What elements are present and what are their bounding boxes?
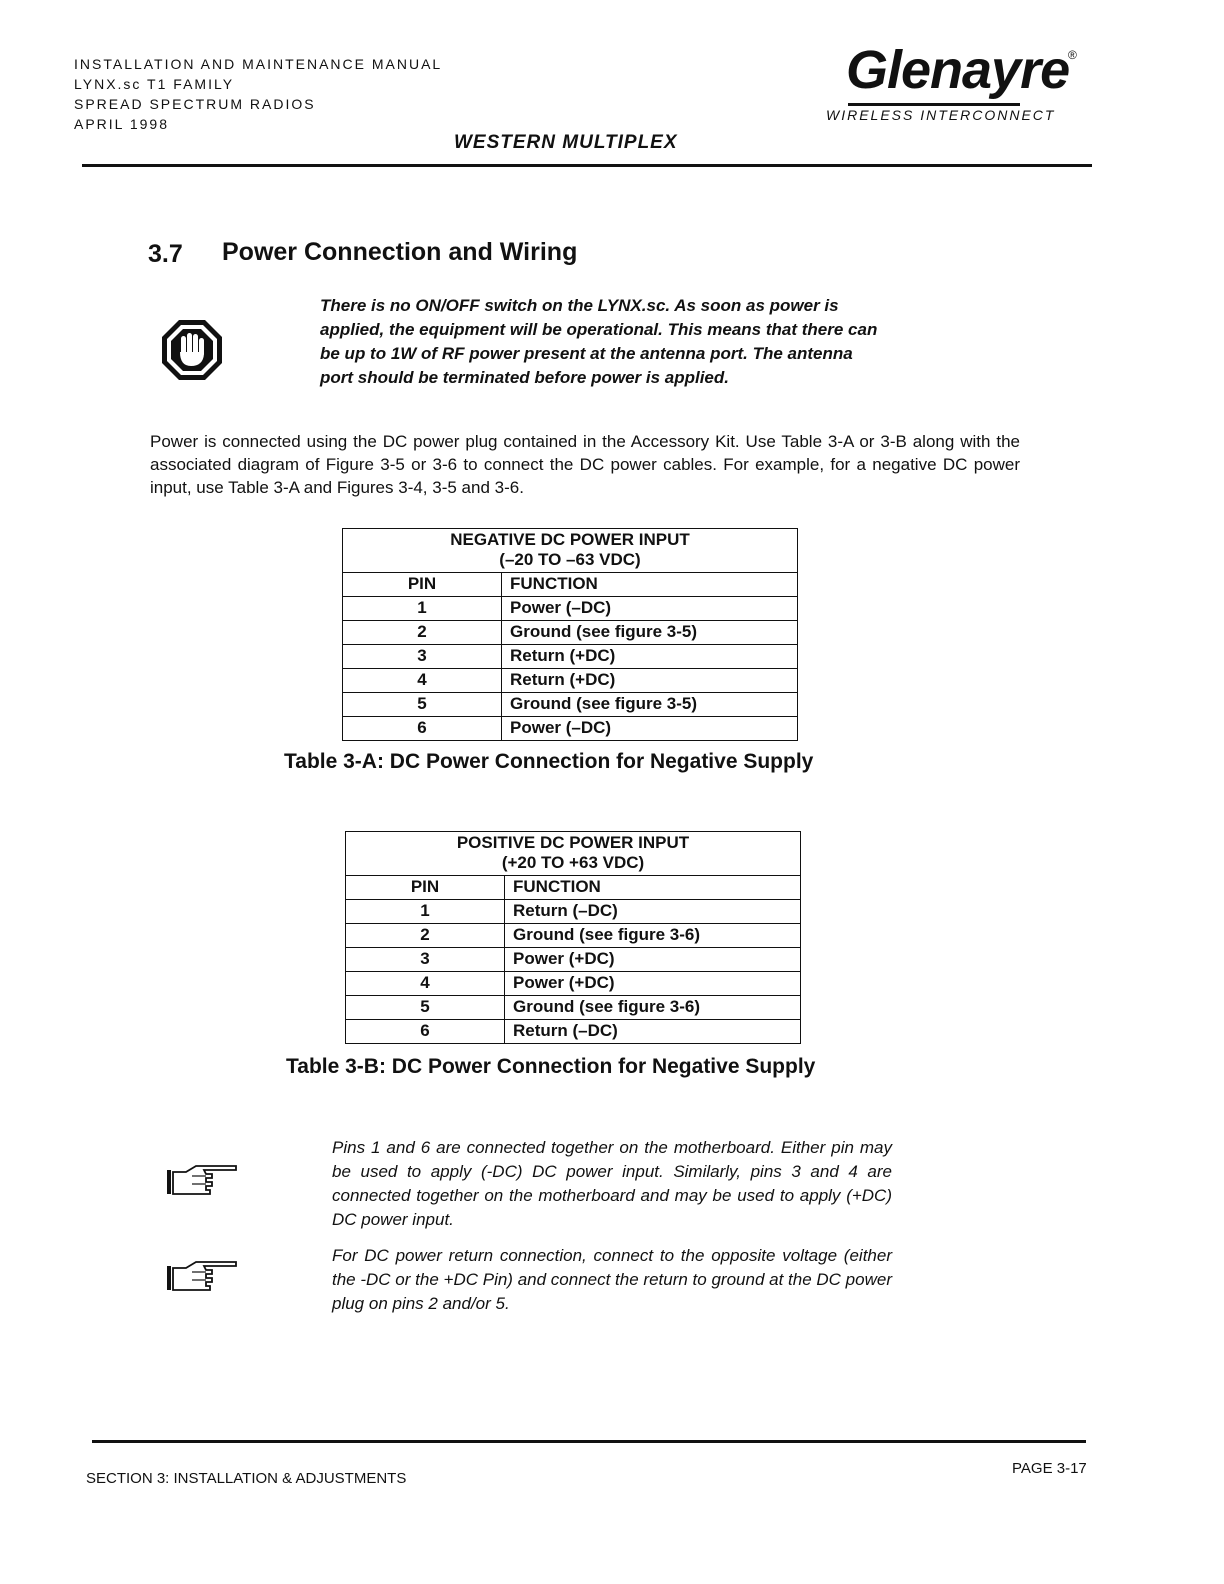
brand-tagline: WIRELESS INTERCONNECT [826,107,1056,123]
table-range: (+20 TO +63 VDC) [501,853,645,872]
pin-cell: 3 [346,948,505,972]
header-line-family: LYNX.sc T1 FAMILY [74,76,235,92]
pin-cell: 4 [346,972,505,996]
table-positive-dc [345,831,801,1044]
pin-cell: 6 [343,717,502,741]
function-cell: Power (–DC) [502,717,798,741]
manual-header-info [74,54,442,134]
pin-cell: 1 [346,900,505,924]
function-cell: Return (+DC) [502,669,798,693]
table-row [343,717,798,741]
table-caption: Table 3-A: DC Power Connection for Negative Supply [284,750,814,773]
section-title: Power Connection and Wiring [222,238,578,266]
function-cell: Return (–DC) [505,1020,801,1044]
section-number: 3.7 [148,240,183,268]
table-row [346,972,801,996]
note-text: Pins 1 and 6 are connected together on the motherboard. Either pin may be used to apply (-DC) DC power input. Similarly, pins 3 and 4 are connected together on the motherboard and may be used to apply (+DC) DC power input. [332,1138,892,1229]
header-line-product: SPREAD SPECTRUM RADIOS [74,96,316,112]
table-row [343,669,798,693]
table-row [346,1020,801,1044]
pin-cell: 2 [343,621,502,645]
pin-cell: 2 [346,924,505,948]
table-column-headers [346,876,801,900]
function-cell: Ground (see figure 3-5) [502,693,798,717]
table-range: (–20 TO –63 VDC) [499,550,641,569]
function-cell: Return (+DC) [502,645,798,669]
table-negative-dc [342,528,798,741]
company-name: WESTERN MULTIPLEX [454,132,678,153]
function-cell: Ground (see figure 3-5) [502,621,798,645]
table-title: NEGATIVE DC POWER INPUT [450,530,690,549]
footer-divider [92,1440,1086,1443]
table-row [343,597,798,621]
table-column-headers [343,573,798,597]
table-header [346,832,801,876]
brand-logo: Glenayre [846,40,1070,100]
note-text: For DC power return connection, connect to the opposite voltage (either the -DC or the +DC Pin) and connect the return to ground at the DC power plug on pins 2 and/or 5. [332,1246,892,1313]
pin-cell: 5 [343,693,502,717]
header-line-date: APRIL 1998 [74,116,169,132]
function-cell: Return (–DC) [505,900,801,924]
function-cell: Power (–DC) [502,597,798,621]
table-row [343,621,798,645]
header-line-manual: INSTALLATION AND MAINTENANCE MANUAL [74,56,443,72]
table-row [343,645,798,669]
function-cell: Power (+DC) [505,948,801,972]
header-divider [82,164,1092,167]
table-row [346,900,801,924]
pin-cell: 1 [343,597,502,621]
pin-cell: 5 [346,996,505,1020]
stop-hand-icon [160,318,224,382]
pointing-hand-icon [166,1162,240,1196]
table-title: POSITIVE DC POWER INPUT [456,833,690,852]
table-row [343,693,798,717]
column-header-pin: PIN [346,876,505,900]
pin-cell: 4 [343,669,502,693]
warning-text: There is no ON/OFF switch on the LYNX.sc. As soon as power is applied, the equipment will be operational. This means that there can be up to 1W of RF power present at the antenna port. The antenna port should be terminated before power is applied. [320,296,878,387]
table-row [346,948,801,972]
footer-section: SECTION 3: INSTALLATION & ADJUSTMENTS [86,1470,407,1487]
function-cell: Power (+DC) [505,972,801,996]
function-cell: Ground (see figure 3-6) [505,924,801,948]
column-header-pin: PIN [343,573,502,597]
table-row [346,924,801,948]
column-header-function: FUNCTION [505,876,801,900]
pointing-hand-icon [166,1258,240,1292]
body-paragraph: Power is connected using the DC power plug contained in the Accessory Kit. Use Table 3-A or 3-B along with the associated diagram of Figure 3-5 or 3-6 to connect the DC power cables. For example, for a negative DC power input, use Table 3-A and Figures 3-4, 3-5 and 3-6. [150,432,1020,497]
pin-cell: 3 [343,645,502,669]
pin-cell: 6 [346,1020,505,1044]
table-caption: Table 3-B: DC Power Connection for Negative Supply [286,1055,816,1078]
table-row [346,996,801,1020]
brand-underline [848,103,1020,106]
function-cell: Ground (see figure 3-6) [505,996,801,1020]
page-number: PAGE 3-17 [1012,1460,1087,1477]
registered-mark: ® [1068,48,1077,62]
column-header-function: FUNCTION [502,573,798,597]
table-header [343,529,798,573]
